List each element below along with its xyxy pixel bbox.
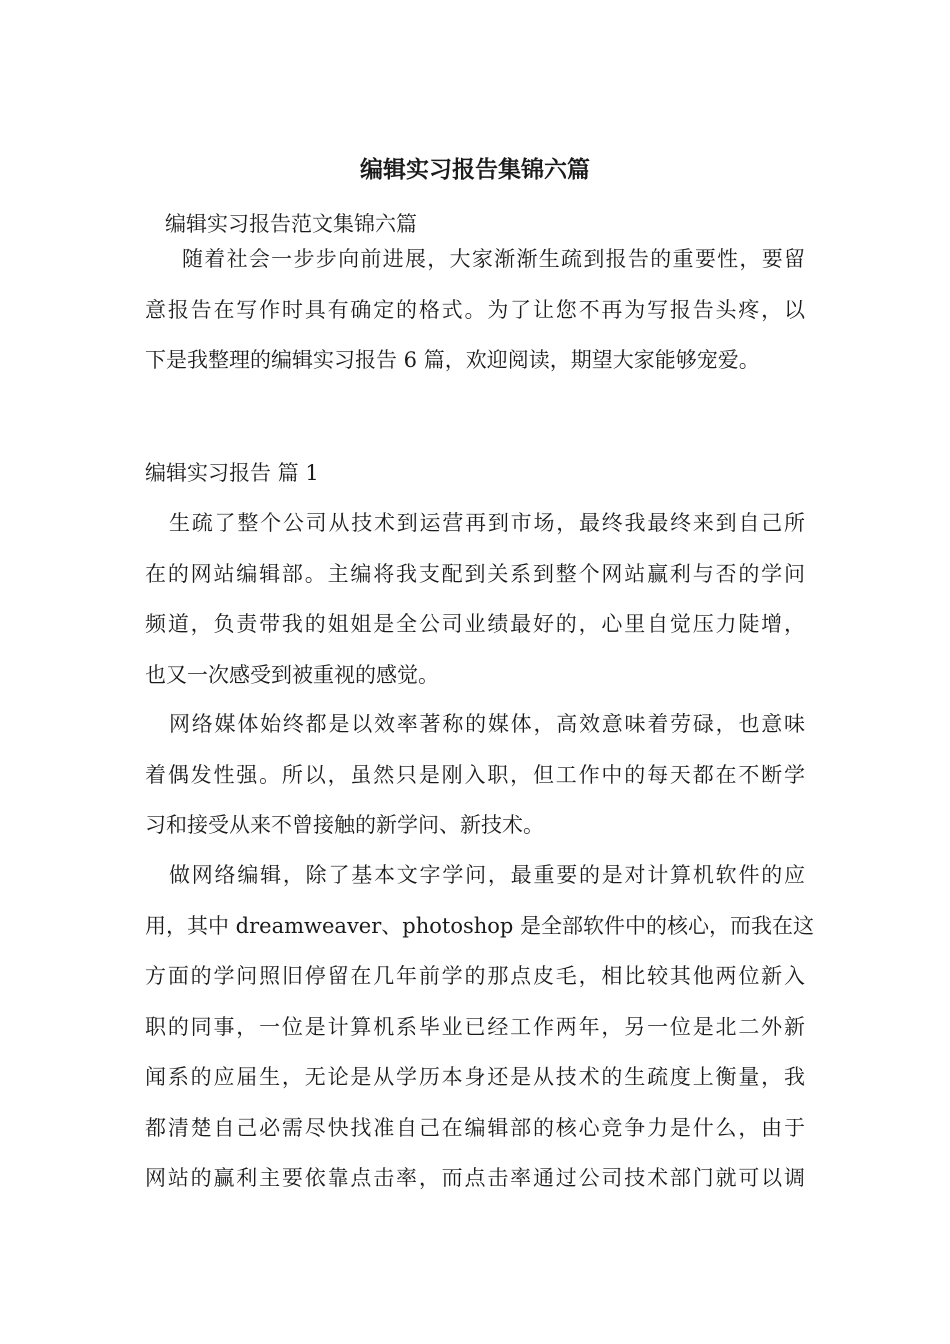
paragraph-line: 做网络编辑，除了基本文字学问，最重要的是对计算机软件的应 bbox=[169, 863, 805, 887]
intro-line: 下是我整理的编辑实习报告 6 篇，欢迎阅读，期望大家能够宠爱。 bbox=[145, 348, 760, 372]
paragraph-line: 方面的学问照旧停留在几年前学的那点皮毛，相比较其他两位新入 bbox=[145, 964, 805, 988]
paragraph-line: 网站的赢利主要依靠点击率，而点击率通过公司技术部门就可以调 bbox=[145, 1166, 805, 1190]
paragraph-line: 用，其中 dreamweaver、photoshop 是全部软件中的核心，而我在这 bbox=[145, 913, 815, 938]
intro-line: 随着社会一步步向前进展，大家渐渐生疏到报告的重要性，要留 bbox=[182, 247, 805, 271]
paragraph-line: 生疏了整个公司从技术到运营再到市场，最终我最终来到自己所 bbox=[169, 511, 805, 535]
body-paragraph-2 bbox=[145, 699, 805, 851]
body-paragraph-3 bbox=[145, 850, 815, 1204]
paragraph-line: 频道，负责带我的姐姐是全公司业绩最好的，心里自觉压力陡增， bbox=[145, 612, 805, 636]
intro-line: 意报告在写作时具有确定的格式。为了让您不再为写报告头疼，以 bbox=[145, 297, 805, 322]
section-heading: 编辑实习报告 篇 1 bbox=[145, 461, 319, 485]
paragraph-line: 习和接受从来不曾接触的新学问、新技术。 bbox=[145, 813, 544, 837]
document-title: 编辑实习报告集锦六篇 bbox=[360, 156, 590, 183]
paragraph-line: 也又一次感受到被重视的感觉。 bbox=[145, 662, 439, 687]
intro-paragraph bbox=[145, 234, 805, 386]
body-paragraph-1 bbox=[145, 498, 805, 700]
paragraph-line: 闻系的应届生，无论是从学历本身还是从技术的生疏度上衡量，我 bbox=[145, 1065, 805, 1089]
paragraph-line: 网络媒体始终都是以效率著称的媒体，高效意味着劳碌，也意味 bbox=[169, 712, 805, 736]
paragraph-line: 都清楚自己必需尽快找准自己在编辑部的核心竞争力是什么，由于 bbox=[145, 1115, 805, 1140]
paragraph-line: 职的同事，一位是计算机系毕业已经工作两年，另一位是北二外新 bbox=[145, 1014, 805, 1039]
document-subtitle: 编辑实习报告范文集锦六篇 bbox=[165, 212, 417, 236]
paragraph-line: 在的网站编辑部。主编将我支配到关系到整个网站赢利与否的学问 bbox=[145, 561, 805, 586]
paragraph-line: 着偶发性强。所以，虽然只是刚入职，但工作中的每天都在不断学 bbox=[145, 762, 805, 787]
